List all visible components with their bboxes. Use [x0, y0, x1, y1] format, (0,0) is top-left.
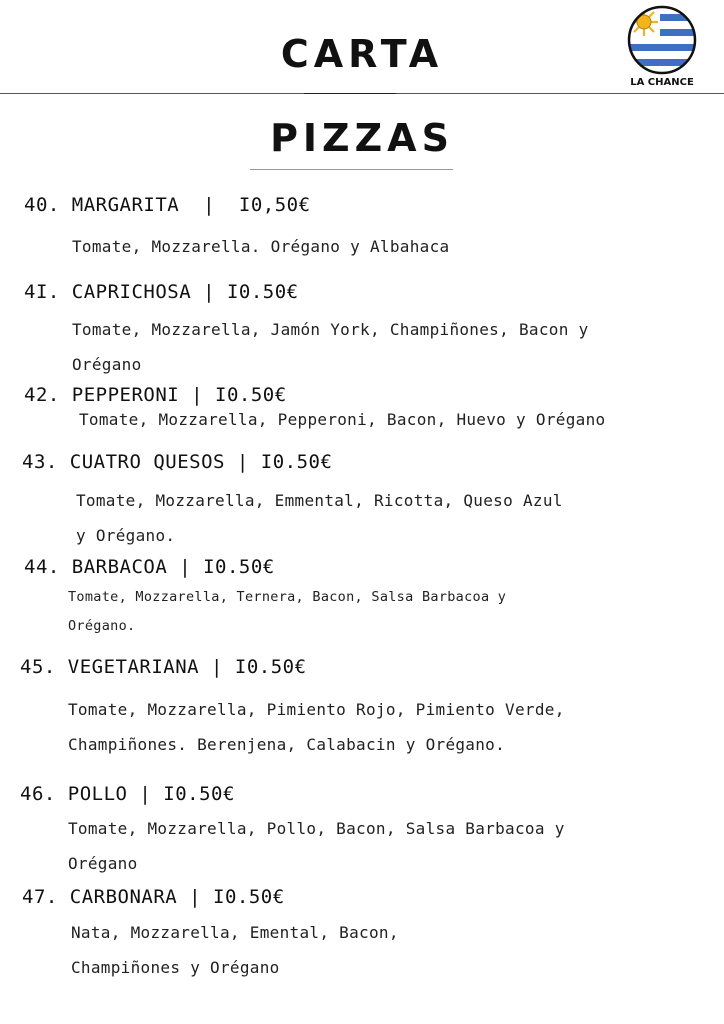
menu-item-description: Orégano. [68, 618, 136, 634]
menu-item-title: 42. PEPPERONI | I0.50€ [24, 384, 287, 406]
menu-item-title: 43. CUATRO QUESOS | I0.50€ [22, 451, 333, 473]
section-title: PIZZAS [270, 116, 454, 160]
menu-item-title: 4I. CAPRICHOSA | I0.50€ [24, 281, 299, 303]
title-underline [304, 93, 396, 94]
logo-text: LA CHANCE [630, 77, 694, 88]
menu-item-title: 40. MARGARITA | I0,50€ [24, 194, 311, 216]
menu-item-description: Tomate, Mozzarella, Pollo, Bacon, Salsa Barbacoa y [68, 819, 565, 838]
uruguay-flag-icon [626, 4, 698, 76]
menu-item-description: Tomate, Mozzarella. Orégano y Albahaca [72, 237, 450, 256]
menu-item-description: Nata, Mozzarella, Emental, Bacon, [71, 923, 399, 942]
menu-item-description: Tomate, Mozzarella, Ternera, Bacon, Salsa Barbacoa y [68, 589, 507, 605]
menu-item-title: 47. CARBONARA | I0.50€ [22, 886, 285, 908]
menu-item-title: 44. BARBACOA | I0.50€ [24, 556, 275, 578]
menu-item-description: Tomate, Mozzarella, Pimiento Rojo, Pimiento Verde, [68, 700, 565, 719]
menu-item-description: Tomate, Mozzarella, Jamón York, Champiñones, Bacon y [72, 320, 589, 339]
menu-item-description: Tomate, Mozzarella, Emmental, Ricotta, Queso Azul [76, 491, 563, 510]
menu-item-description: Tomate, Mozzarella, Pepperoni, Bacon, Huevo y Orégano [79, 410, 606, 429]
menu-item-description: Champiñones y Orégano [71, 958, 280, 977]
page-title: CARTA [280, 32, 444, 76]
menu-item-title: 45. VEGETARIANA | I0.50€ [20, 656, 307, 678]
section-underline [250, 169, 453, 170]
menu-item-description: Champiñones. Berenjena, Calabacin y Orégano. [68, 735, 506, 754]
menu-item-description: Orégano [72, 355, 142, 374]
logo [626, 4, 698, 92]
menu-item-description: y Orégano. [76, 526, 176, 545]
menu-item-title: 46. POLLO | I0.50€ [20, 783, 235, 805]
menu-item-description: Orégano [68, 854, 138, 873]
